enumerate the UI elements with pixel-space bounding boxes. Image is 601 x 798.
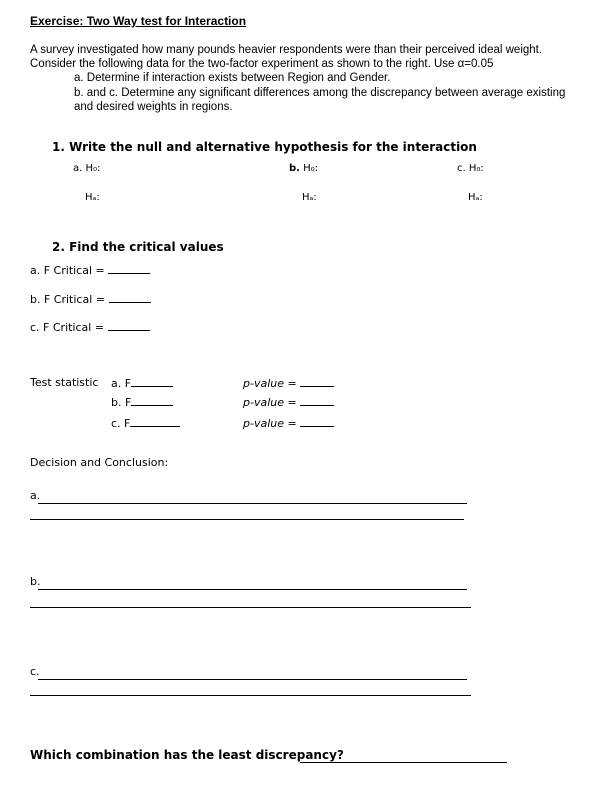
q1-b-prefix: b.: [289, 163, 300, 174]
decision-b-label: b.: [30, 575, 41, 588]
intro-item-b-line-1: b. and c. Determine any significant differences among the discrepancy between average existing: [74, 87, 566, 99]
pvalue-c-label: p-value =: [243, 417, 297, 430]
decision-a-label: a.: [30, 489, 41, 502]
intro-line-2: Consider the following data for the two-factor experiment as shown to the right. Use α=0.05: [30, 58, 494, 70]
critical-a-label: a. F Critical =: [30, 264, 105, 277]
critical-c: [30, 320, 150, 334]
critical-b-label: b. F Critical =: [30, 293, 105, 306]
decision-c-line-1[interactable]: [38, 679, 467, 680]
test-stat-a-blank[interactable]: [131, 376, 173, 387]
critical-b-blank[interactable]: [109, 292, 151, 303]
pvalue-a-label: p-value =: [243, 377, 297, 390]
critical-a: [30, 263, 150, 277]
pvalue-a-blank[interactable]: [300, 376, 334, 387]
decision-c-line-2[interactable]: [30, 695, 471, 696]
pvalue-c: [243, 416, 334, 430]
test-stat-c-label: c. F: [111, 417, 131, 430]
decision-b-line-2[interactable]: [30, 607, 471, 608]
test-stat-a: [111, 376, 173, 390]
test-stat-c: [111, 416, 180, 430]
q1-heading: 1. Write the null and alternative hypothesis for the interaction: [52, 140, 477, 154]
q1-b-null: [289, 163, 318, 174]
intro-item-b-line-2: and desired weights in regions.: [74, 101, 233, 113]
pvalue-b-blank[interactable]: [300, 395, 334, 406]
q1-c-alt: Hₐ:: [468, 192, 483, 203]
final-answer-line[interactable]: [300, 762, 507, 763]
test-stat-b-label: b. F: [111, 396, 132, 409]
intro-line-1: A survey investigated how many pounds heavier respondents were than their perceived ideal weight.: [30, 44, 543, 56]
pvalue-a: [243, 376, 334, 390]
q1-c-null: c. H₀:: [457, 163, 484, 174]
critical-c-blank[interactable]: [108, 320, 150, 331]
page-title: Exercise: Two Way test for Interaction: [30, 14, 247, 28]
pvalue-c-blank[interactable]: [300, 416, 334, 427]
intro-item-a: a. Determine if interaction exists between Region and Gender.: [74, 72, 391, 84]
pvalue-b: [243, 395, 334, 409]
q1-b-null-label: H₀:: [303, 163, 319, 174]
test-stat-b-blank[interactable]: [131, 395, 173, 406]
test-stat-b: [111, 395, 173, 409]
critical-c-label: c. F Critical =: [30, 321, 105, 334]
decision-c-label: c.: [30, 665, 40, 678]
critical-a-blank[interactable]: [108, 263, 150, 274]
test-stat-a-label: a. F: [111, 377, 132, 390]
final-question: Which combination has the least discrepancy?: [30, 748, 344, 762]
q1-b-alt: Hₐ:: [302, 192, 317, 203]
q1-a-null: a. H₀:: [73, 163, 101, 174]
critical-b: [30, 292, 151, 306]
q2-heading: 2. Find the critical values: [52, 240, 224, 254]
decision-heading: Decision and Conclusion:: [30, 456, 169, 469]
decision-a-line-1[interactable]: [38, 503, 467, 504]
decision-a-line-2[interactable]: [30, 519, 464, 520]
test-statistic-label: Test statistic: [30, 376, 99, 389]
pvalue-b-label: p-value =: [243, 396, 297, 409]
decision-b-line-1[interactable]: [38, 589, 467, 590]
q1-a-alt: Hₐ:: [85, 192, 100, 203]
test-stat-c-blank[interactable]: [130, 416, 180, 427]
